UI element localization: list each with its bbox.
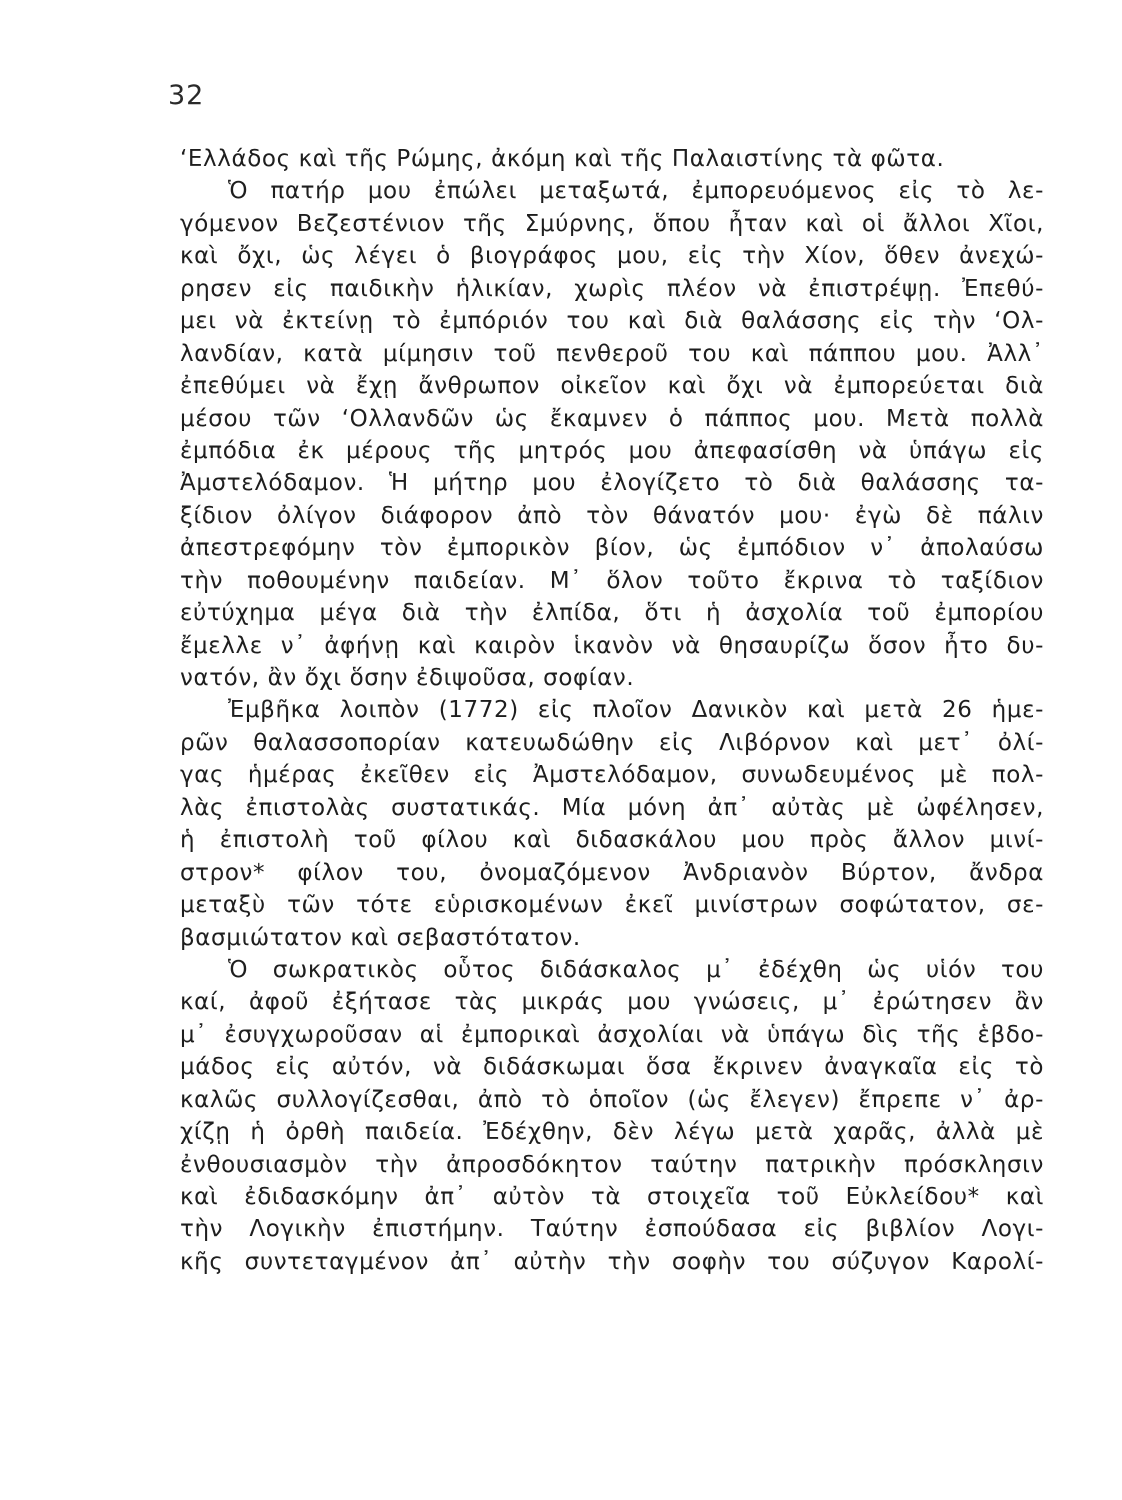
text-line: μεταξὺ τῶν τότε εὑρισκομένων ἐκεῖ μινίστρων σοφώτατον, σε- [180, 892, 1044, 919]
page-number: 32 [168, 80, 205, 111]
text-line: ἔμελλε ν᾿ ἀφήνῃ καὶ καιρὸν ἱκανὸν νὰ θησαυρίζω ὅσον ἦτο δυ- [180, 632, 1044, 659]
text-line: ‘Ελλάδος καὶ τῆς Ρώμης, ἀκόμη καὶ τῆς Παλαιστίνης τὰ φῶτα. [180, 146, 945, 172]
text-line: κῆς συντεταγμένον ἀπ᾿ αὐτὴν τὴν σοφὴν του σύζυγον Καρολί- [180, 1248, 1044, 1275]
text-line: εὐτύχημα μέγα διὰ τὴν ἐλπίδα, ὅτι ἡ ἀσχολία τοῦ ἐμπορίου [180, 600, 1044, 627]
text-line: καλῶς συλλογίζεσθαι, ἀπὸ τὸ ὁποῖον (ὡς ἔλεγεν) ἔπρεπε ν᾿ ἀρ- [180, 1086, 1044, 1113]
text-line: καί, ἀφοῦ ἐξήτασε τὰς μικράς μου γνώσεις, μ᾿ ἐρώτησεν ἂν [180, 989, 1044, 1016]
text-line: λὰς ἐπιστολὰς συστατικάς. Μία μόνη ἀπ᾿ αὐτὰς μὲ ὠφέλησεν, [180, 794, 1044, 821]
text-line: ρησεν εἰς παιδικὴν ἡλικίαν, χωρὶς πλέον νὰ ἐπιστρέψῃ. Ἐπεθύ- [180, 275, 1044, 302]
text-line: τὴν ποθουμένην παιδείαν. Μ᾿ ὅλον τοῦτο ἔκρινα τὸ ταξίδιον [180, 567, 1044, 594]
text-line: τὴν Λογικὴν ἐπιστήμην. Ταύτην ἐσπούδασα εἰς βιβλίον Λογι- [180, 1216, 1044, 1243]
text-line: ἐνθουσιασμὸν τὴν ἀπροσδόκητον ταύτην πατρικὴν πρόσκλησιν [180, 1151, 1044, 1178]
body-text [180, 143, 1044, 1278]
text-line: καὶ ἐδιδασκόμην ἀπ᾿ αὐτὸν τὰ στοιχεῖα τοῦ Εὐκλείδου* καὶ [180, 1184, 1044, 1210]
text-line: λανδίαν, κατὰ μίμησιν τοῦ πενθεροῦ του καὶ πάππου μου. Ἀλλ᾿ [180, 340, 1044, 367]
text-line: νατόν, ἂν ὄχι ὅσην ἐδιψοῦσα, σοφίαν. [180, 665, 635, 691]
text-line: ἐμπόδια ἐκ μέρους τῆς μητρός μου ἀπεφασίσθη νὰ ὑπάγω εἰς [180, 437, 1044, 464]
text-line: ξίδιον ὀλίγον διάφορον ἀπὸ τὸν θάνατόν μου· ἐγὼ δὲ πάλιν [180, 502, 1044, 529]
text-line: βασμιώτατον καὶ σεβαστότατον. [180, 924, 581, 951]
text-line: μ᾿ ἐσυγχωροῦσαν αἱ ἐμπορικαὶ ἀσχολίαι νὰ ὑπάγω δὶς τῆς ἑβδο- [180, 1021, 1044, 1048]
text-line: χίζῃ ἡ ὀρθὴ παιδεία. Ἐδέχθην, δὲν λέγω μετὰ χαρᾶς, ἀλλὰ μὲ [180, 1119, 1044, 1146]
text-line: Ἀμστελόδαμον. Ἡ μήτηρ μου ἐλογίζετο τὸ διὰ θαλάσσης τα- [180, 470, 1044, 497]
text-line: μέσου τῶν ‘Ολλανδῶν ὡς ἔκαμνεν ὁ πάππος μου. Μετὰ πολλὰ [180, 405, 1044, 432]
text-line: μάδος εἰς αὐτόν, νὰ διδάσκωμαι ὅσα ἔκρινεν ἀναγκαῖα εἰς τὸ [180, 1054, 1044, 1081]
text-line: Ὁ πατήρ μου ἐπώλει μεταξωτά, ἐμπορευόμενος εἰς τὸ λε- [228, 178, 1044, 205]
text-line: ρῶν θαλασσοπορίαν κατευωδώθην εἰς Λιβόρνον καὶ μετ᾿ ὀλί- [180, 729, 1044, 756]
text-line: ἐπεθύμει νὰ ἔχῃ ἄνθρωπον οἰκεῖον καὶ ὄχι νὰ ἐμπορεύεται διὰ [180, 373, 1044, 400]
text-line: ἡ ἐπιστολὴ τοῦ φίλου καὶ διδασκάλου μου πρὸς ἄλλον μινί- [180, 827, 1044, 854]
text-line: γας ἡμέρας ἐκεῖθεν εἰς Ἀμστελόδαμον, συνωδευμένος μὲ πολ- [180, 762, 1044, 789]
text-line: μει νὰ ἐκτείνῃ τὸ ἐμπόριόν του καὶ διὰ θαλάσσης εἰς τὴν ‘Ολ- [180, 308, 1044, 335]
text-line: Ὁ σωκρατικὸς οὗτος διδάσκαλος μ᾿ ἐδέχθη ὡς υἱόν του [228, 956, 1044, 983]
text-line: στρον* φίλον του, ὀνομαζόμενον Ἀνδριανὸν Βύρτον, ἄνδρα [180, 859, 1044, 886]
text-line: Ἐμβῆκα λοιπὸν (1772) εἰς πλοῖον Δανικὸν καὶ μετὰ 26 ἡμε- [228, 697, 1044, 724]
text-line: γόμενον Βεζεστένιον τῆς Σμύρνης, ὅπου ἦταν καὶ οἱ ἄλλοι Χῖοι, [180, 210, 1044, 237]
text-line: ἀπεστρεφόμην τὸν ἐμπορικὸν βίον, ὡς ἐμπόδιον ν᾿ ἀπολαύσω [180, 535, 1044, 562]
text-line: καὶ ὄχι, ὡς λέγει ὁ βιογράφος μου, εἰς τὴν Χίον, ὅθεν ἀνεχώ- [180, 243, 1044, 270]
